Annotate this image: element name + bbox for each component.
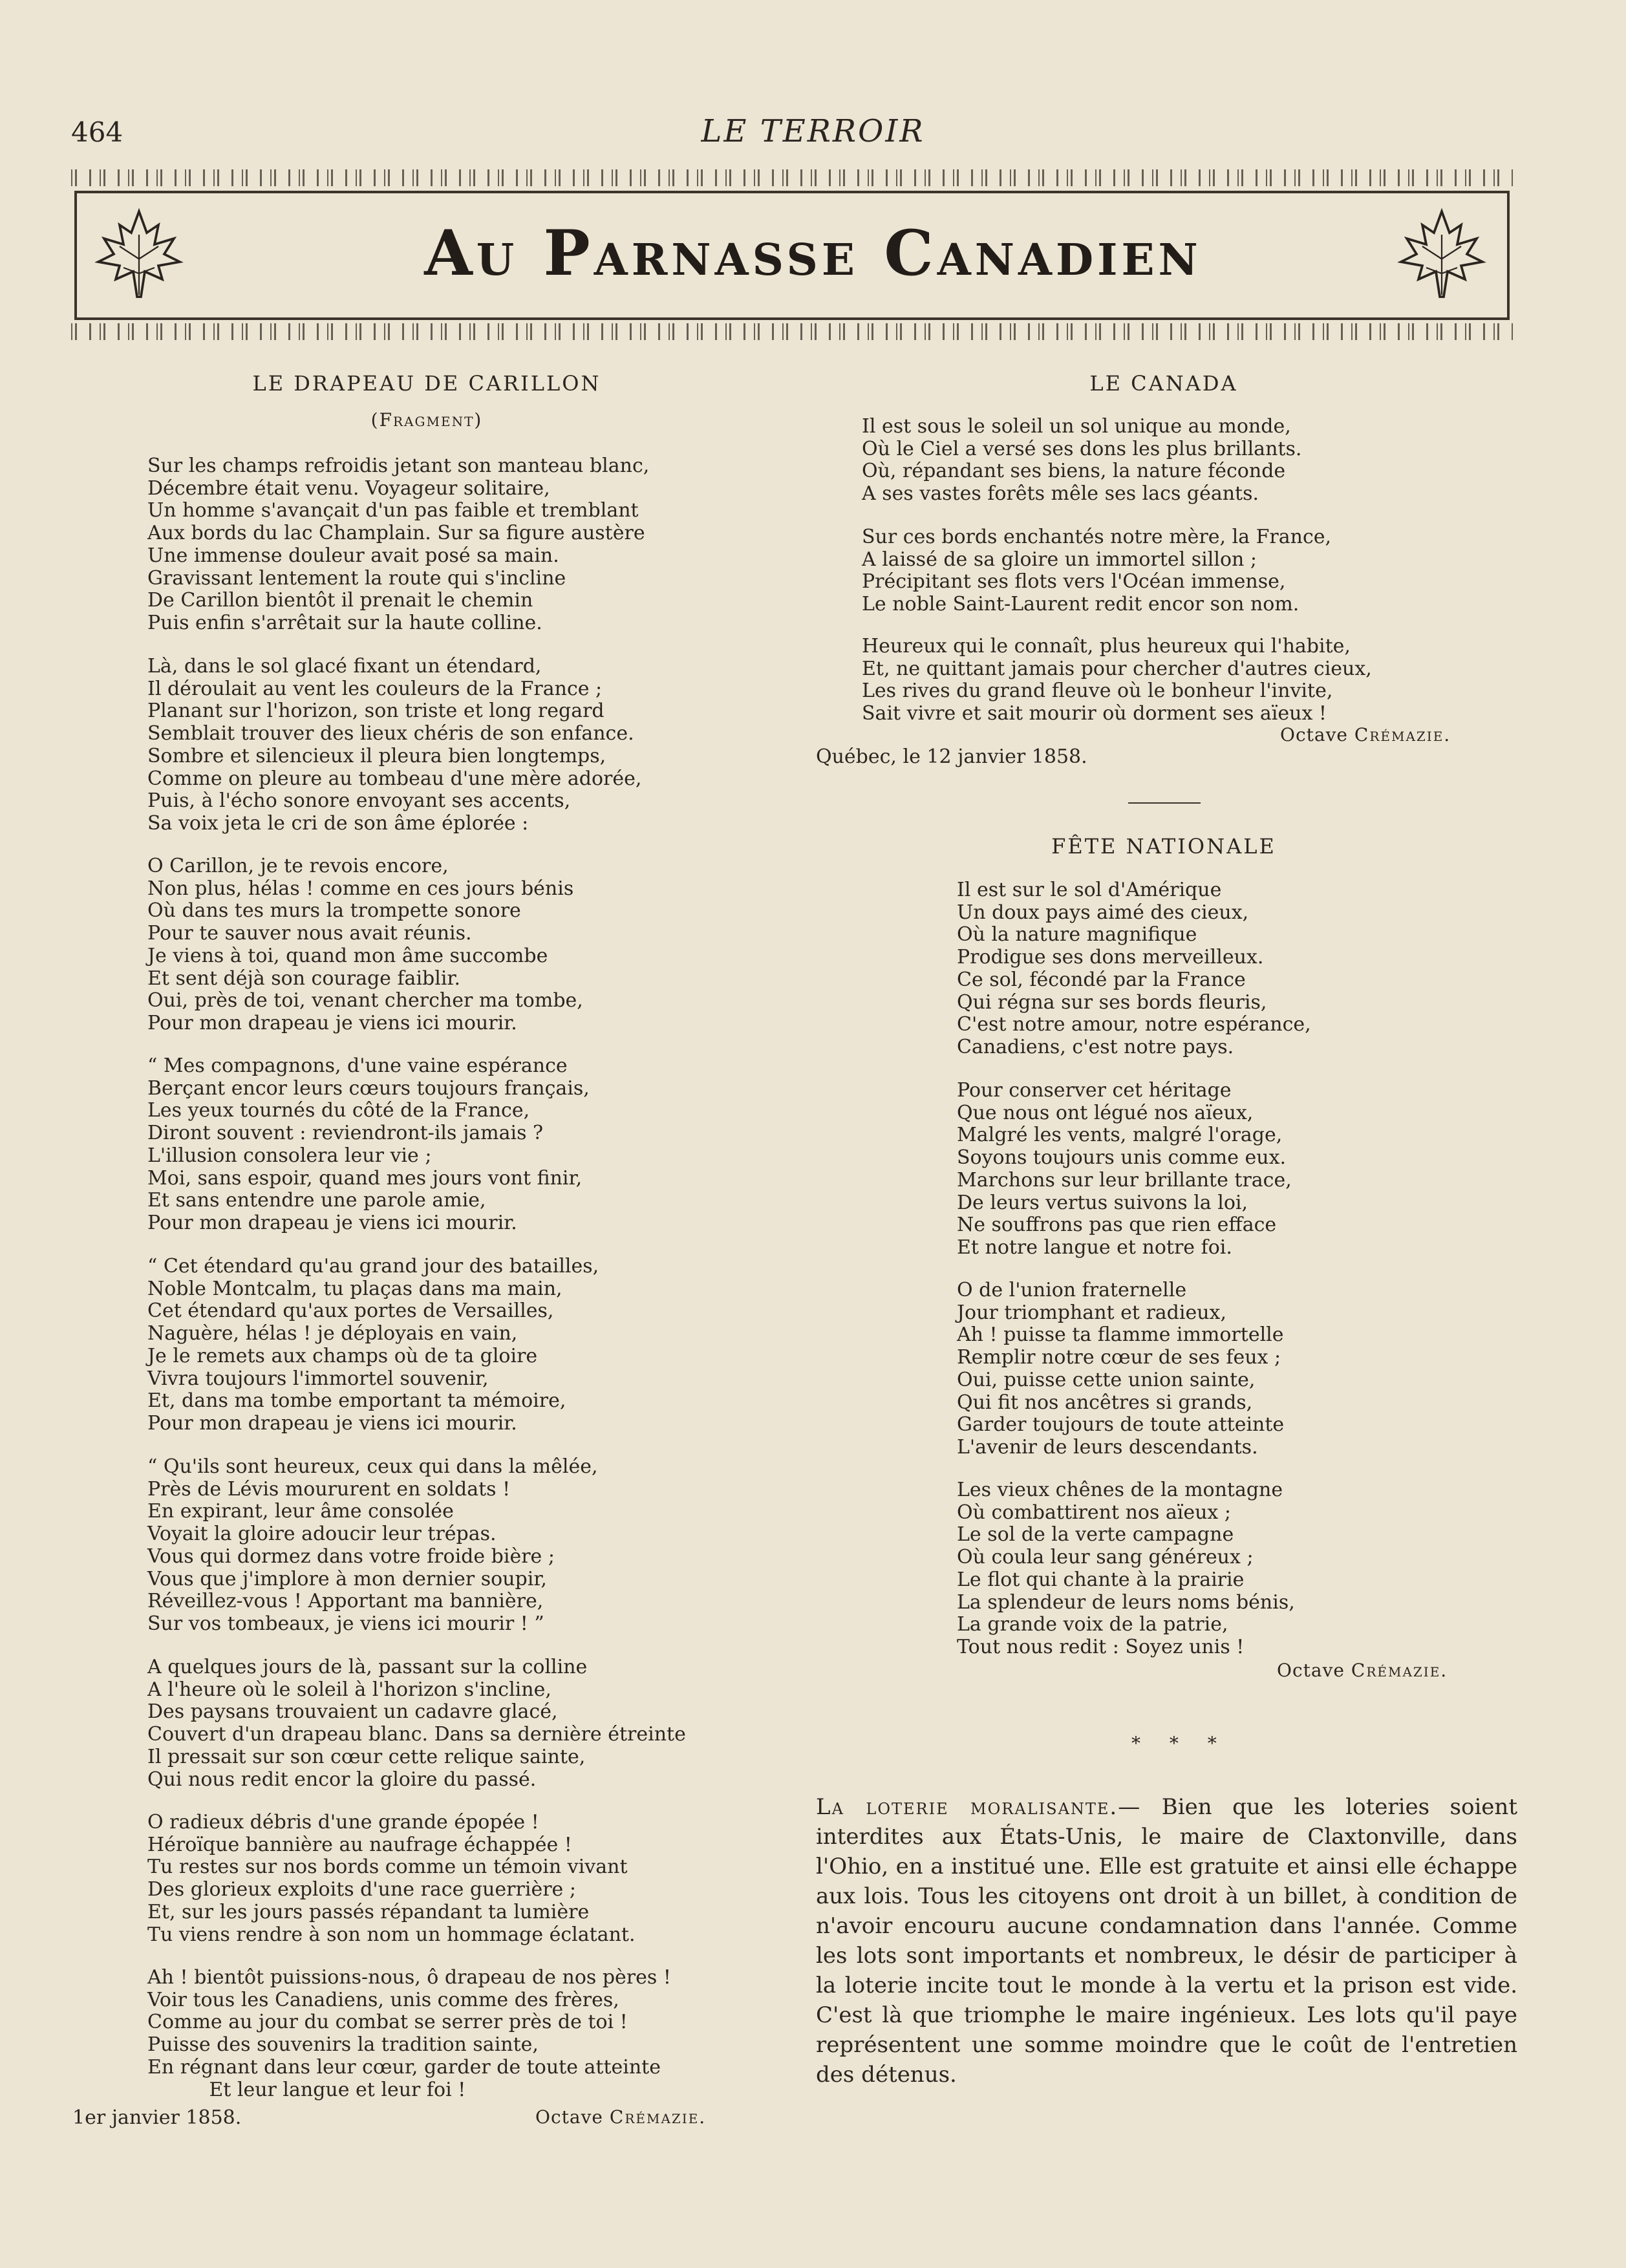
running-title: LE TERROIR bbox=[701, 113, 925, 149]
fete-signature bbox=[1277, 1660, 1448, 1681]
fete-stanza: O de l'union fraternelle Jour triomphant et radieux, Ah ! puisse ta flamme immortelle Remplir notre cœur de ses feux ; Oui, puisse cette union sainte, Qui fit nos ancêtres si grands, Garder toujours de toute atteinte L'avenir de leurs descendants. bbox=[957, 1279, 1285, 1459]
section-divider bbox=[1128, 802, 1201, 804]
drapeau-stanza: O Carillon, je te revois encore, Non plus, hélas ! comme en ces jours bénis Où dans tes murs la trompette sonore Pour te sauver nous avait réunis. Je viens à toi, quand mon âme succombe Et sent déjà son courage faiblir. Oui, près de toi, venant chercher ma tombe, Pour mon drapeau je viens ici mourir. bbox=[147, 855, 583, 1034]
author-name: Crémazie. bbox=[609, 2106, 707, 2128]
ornamental-border-top bbox=[71, 169, 1513, 186]
article-body: Bien que les loteries soient interdites aux États-Unis, le maire de Claxtonville, dans l'Ohio, en a institué une. Elle est gratuite et ainsi elle échappe aux lois. Tous les citoyens ont droit à un billet, à condition de n'avoir encouru aucune condamnation dans l'année. Comme les lots sont importants et nombreux, le désir de participer à la loterie incite tout le monde à la vertu et la prison est vide. C'est là que triomphe le maire ingénieux. Les lots qu'il paye représentent une somme moindre que le coût de l'entretien des détenus. bbox=[816, 1794, 1517, 2088]
poem-subtitle-drapeau: (Fragment) bbox=[370, 409, 483, 431]
author-prefix: Octave bbox=[1280, 724, 1348, 745]
fete-stanza: Il est sur le sol d'Amérique Un doux pays aimé des cieux, Où la nature magnifique Prodigue ses dons merveilleux. Ce sol, fécondé par la France Qui régna sur ses bords fleuris, C'est notre amour, notre espérance, Canadiens, c'est notre pays. bbox=[957, 879, 1311, 1058]
article-lead: La loterie moralisante.— bbox=[816, 1794, 1142, 1820]
drapeau-stanza: O radieux débris d'une grande épopée ! Héroïque bannière au naufrage échappée ! Tu restes sur nos bords comme un témoin vivant Des glorieux exploits d'une race guerrière ; Et, sur les jours passés répandant ta lumière Tu viens rendre à son nom un hommage éclatant. bbox=[147, 1811, 636, 1946]
drapeau-stanza: “ Cet étendard qu'au grand jour des batailles, Noble Montcalm, tu plaças dans ma main, Cet étendard qu'aux portes de Versailles, Naguère, hélas ! je déployais en vain, Je le remets aux champs où de ta gloire Vivra toujours l'immortel souvenir, Et, dans ma tombe emportant ta mémoire, Pour mon drapeau je viens ici mourir. bbox=[147, 1255, 599, 1435]
drapeau-signature bbox=[535, 2106, 706, 2128]
drapeau-stanza: “ Mes compagnons, d'une vaine espérance Berçant encor leurs cœurs toujours français, Les yeux tournés du côté de la France, Diront souvent : reviendront-ils jamais ? L'illusion consolera leur vie ; Moi, sans espoir, quand mes jours vont finir, Et sans entendre une parole amie, Pour mon drapeau je viens ici mourir. bbox=[147, 1054, 590, 1234]
article-loterie bbox=[816, 1792, 1517, 2090]
author-prefix: Octave bbox=[535, 2106, 603, 2128]
canada-date: Québec, le 12 janvier 1858. bbox=[816, 745, 1087, 768]
canada-signature bbox=[1280, 724, 1451, 745]
drapeau-stanza: Là, dans le sol glacé fixant un étendard, Il déroulait au vent les couleurs de la France ; Planant sur l'horizon, son triste et long regard Semblait trouver des lieux chéris de son enfance. Sombre et silencieux il pleura bien longtemps, Comme on pleure au tombeau d'une mère adorée, Puis, à l'écho sonore envoyant ses accents, Sa voix jeta le cri de son âme éplorée : bbox=[147, 655, 642, 835]
poem-title-drapeau: LE DRAPEAU DE CARILLON bbox=[252, 371, 601, 396]
drapeau-stanza: “ Qu'ils sont heureux, ceux qui dans la mêlée, Près de Lévis moururent en soldats ! En expirant, leur âme consolée Voyait la gloire adoucir leur trépas. Vous qui dormez dans votre froide bière ; Vous que j'implore à mon dernier soupir, Réveillez-vous ! Apportant ma bannière, Sur vos tombeaux, je viens ici mourir ! ” bbox=[147, 1455, 598, 1635]
poem-title-canada: LE CANADA bbox=[1089, 371, 1238, 396]
author-prefix: Octave bbox=[1277, 1660, 1345, 1681]
drapeau-stanza: Ah ! bientôt puissions-nous, ô drapeau de nos pères ! Voir tous les Canadiens, unis comme des frères, Comme au jour du combat se serrer près de toi ! Puisse des souvenirs la tradition sainte, En régnant dans leur cœur, garder de toute atteinte Et leur langue et leur foi ! bbox=[147, 1966, 671, 2101]
page-number: 464 bbox=[71, 116, 123, 148]
fete-stanza: Pour conserver cet héritage Que nous ont légué nos aïeux, Malgré les vents, malgré l'orage, Soyons toujours unis comme eux. Marchons sur leur brillante trace, De leurs vertus suivons la loi, Ne souffrons pas que rien efface Et notre langue et notre foi. bbox=[957, 1079, 1292, 1259]
canada-stanza: Sur ces bords enchantés notre mère, la France, A laissé de sa gloire un immortel sillon ; Précipitant ses flots vers l'Océan immense, Le noble Saint-Laurent redit encor son nom. bbox=[862, 526, 1332, 616]
section-title: Au Parnasse Canadien bbox=[424, 217, 1202, 290]
asterism-separator: * * * bbox=[1131, 1733, 1228, 1754]
drapeau-date: 1er janvier 1858. bbox=[72, 2106, 242, 2129]
ornamental-border-bottom bbox=[71, 323, 1513, 340]
drapeau-stanza: A quelques jours de là, passant sur la colline A l'heure où le soleil à l'horizon s'incline, Des paysans trouvaient un cadavre glacé, Couvert d'un drapeau blanc. Dans sa dernière étreinte Il pressait sur son cœur cette relique sainte, Qui nous redit encor la gloire du passé. bbox=[147, 1656, 686, 1791]
poem-title-fete: FÊTE NATIONALE bbox=[1051, 834, 1276, 859]
author-name: Crémazie. bbox=[1351, 1660, 1448, 1681]
author-name: Crémazie. bbox=[1354, 724, 1451, 745]
fete-stanza: Les vieux chênes de la montagne Où combattirent nos aïeux ; Le sol de la verte campagne Où coula leur sang généreux ; Le flot qui chante à la prairie La splendeur de leurs noms bénis, La grande voix de la patrie, Tout nous redit : Soyez unis ! bbox=[957, 1479, 1295, 1658]
drapeau-stanza: Sur les champs refroidis jetant son manteau blanc, Décembre était venu. Voyageur solitaire, Un homme s'avançait d'un pas faible et tremblant Aux bords du lac Champlain. Sur sa figure austère Une immense douleur avait posé sa main. Gravissant lentement la route qui s'incline De Carillon bientôt il prenait le chemin Puis enfin s'arrêtait sur la haute colline. bbox=[147, 455, 650, 634]
canada-stanza: Il est sous le soleil un sol unique au monde, Où le Ciel a versé ses dons les plus brillants. Où, répandant ses biens, la nature féconde A ses vastes forêts mêle ses lacs géants. bbox=[862, 415, 1302, 506]
canada-stanza: Heureux qui le connaît, plus heureux qui l'habite, Et, ne quittant jamais pour chercher d'autres cieux, Les rives du grand fleuve où le bonheur l'invite, Sait vivre et sait mourir où dorment ses aïeux ! bbox=[862, 635, 1372, 725]
